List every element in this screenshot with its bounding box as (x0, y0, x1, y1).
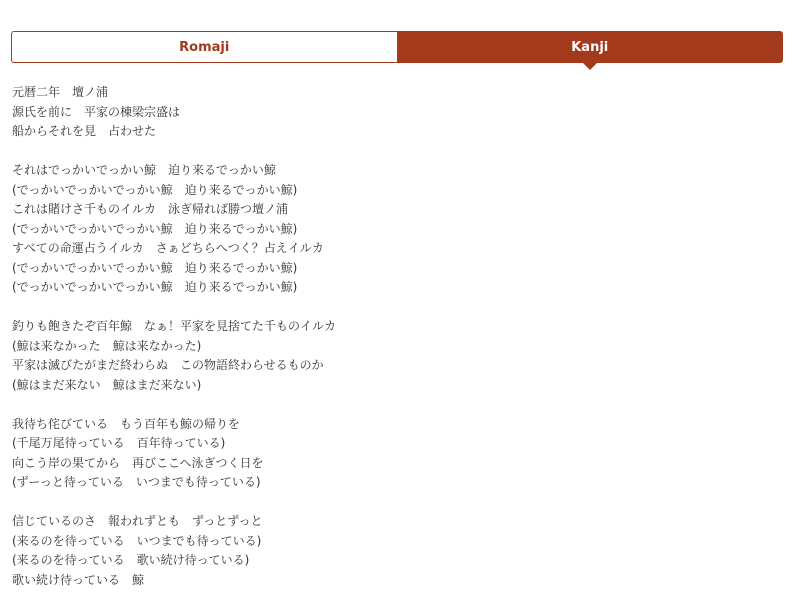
active-tab-pointer-icon (582, 62, 598, 70)
lyrics-line: これは賭けさ千ものイルカ 泳ぎ帰れば勝つ壇ノ浦 (12, 202, 289, 216)
lyrics-line: (来るのを待っている 歌い続け待っている) (12, 553, 250, 567)
lyrics-line: 釣りも飽きたぞ百年鯨 なぁ！平家を見捨てた千ものイルカ (12, 319, 337, 333)
lyrics-line: 平家は滅びたがまだ終わらぬ この物語終わらせるものか (12, 358, 324, 372)
lyrics-line: (でっかいでっかいでっかい鯨 迫り来るでっかい鯨) (12, 182, 298, 197)
lyrics-text (12, 83, 782, 610)
lyrics-stanza (12, 161, 782, 298)
lyrics-stanza (12, 317, 782, 395)
lyrics-stanza (12, 415, 782, 493)
lyrics-line: 歌い続け待っている 鯨 (12, 572, 145, 587)
lyrics-line: 源氏を前に 平家の棟梁宗盛は (12, 104, 181, 119)
lyrics-line: それはでっかいでっかい鯨 迫り来るでっかい鯨 (12, 163, 276, 177)
tab-kanji-label: Kanji (571, 39, 609, 55)
lyrics-line: (ずーっと待っている いつまでも待っている) (12, 475, 261, 489)
tab-romaji[interactable] (11, 31, 397, 63)
lyrics-line: (鯨は来なかった 鯨は来なかった) (12, 338, 202, 353)
lyrics-line: (鯨はまだ来ない 鯨はまだ来ない) (12, 377, 202, 392)
lyrics-line: (でっかいでっかいでっかい鯨 迫り来るでっかい鯨) (12, 260, 298, 275)
lyrics-line: 船からそれを見 占わせた (12, 124, 157, 138)
lyrics-language-tabs (11, 31, 783, 63)
lyrics-stanza (12, 512, 782, 590)
lyrics-stanza (12, 83, 782, 142)
lyrics-line: (千尾万尾待っている 百年待っている) (12, 436, 226, 450)
lyrics-line: 向こう岸の果てから 再びここへ泳ぎつく日を (12, 455, 264, 470)
lyrics-line: (でっかいでっかいでっかい鯨 迫り来るでっかい鯨) (12, 280, 298, 294)
lyrics-line: 元暦二年 壇ノ浦 (12, 85, 109, 99)
lyrics-line: すべての命運占うイルカ さぁどちらへつく？占えイルカ (12, 241, 324, 255)
lyrics-line: 我待ち侘びている もう百年も鯨の帰りを (12, 416, 241, 431)
lyrics-line: (でっかいでっかいでっかい鯨 迫り来るでっかい鯨) (12, 221, 298, 236)
lyrics-line: 信じているのさ 報われずとも ずっとずっと (12, 514, 263, 528)
tab-romaji-label: Romaji (179, 39, 230, 55)
lyrics-line: (来るのを待っている いつまでも待っている) (12, 533, 262, 548)
tab-kanji[interactable] (397, 31, 784, 63)
